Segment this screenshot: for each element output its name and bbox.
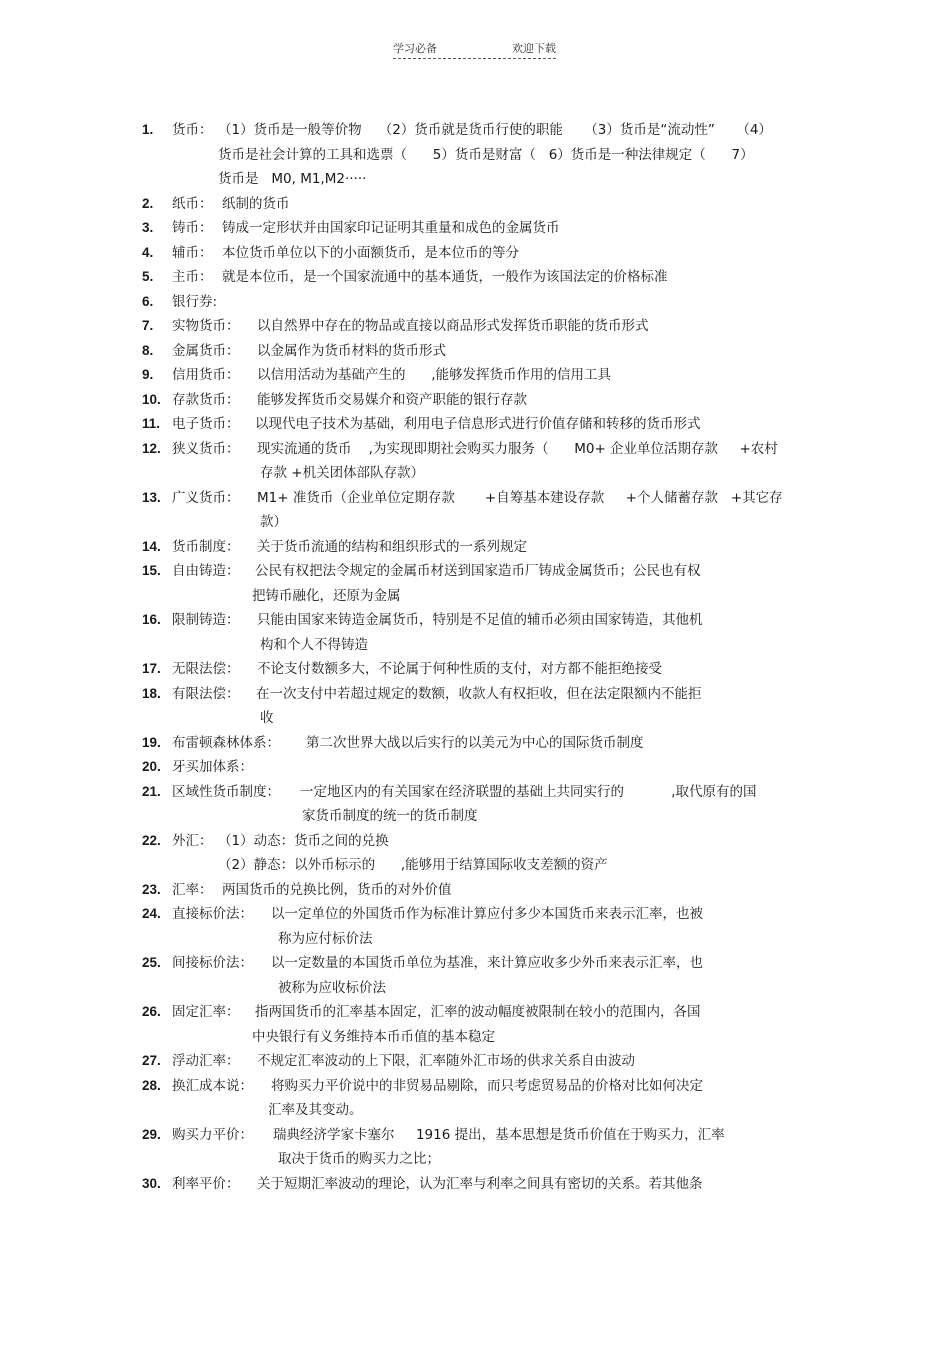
item-number: 6. [142,293,154,309]
definition-line: 纸制的货币 [222,195,290,212]
item-term: 货币： [172,122,213,138]
item-term: 辅币： [172,244,213,261]
item-term: 纸币： [172,195,213,212]
item-term: 铸币： [172,220,213,236]
item-number: 1. [142,122,154,137]
glossary-item [0,902,950,951]
item-number: 29. [142,1126,161,1142]
definition-line: 存款 +机关团体部队存款） [260,465,425,481]
definition-line: 本位货币单位以下的小面额货币，是本位币的等分 [222,244,519,261]
definition-line: 不规定汇率波动的上下限，汇率随外汇市场的供求关系自由波动 [257,1053,635,1069]
definition-line: 只能由国家来铸造金属货币，特别是不足值的辅币必须由国家铸造，其他机 [257,612,703,628]
header-right-text: 欢迎下载 [512,42,556,55]
definition-line: 将购买力平价说中的非贸易品剔除，而只考虑贸易品的价格对比如何决定 [271,1077,703,1094]
item-term: 汇率： [172,881,213,898]
glossary-item [0,559,950,608]
item-number: 5. [142,269,154,284]
glossary-item [0,755,950,780]
definition-line: （1）货币是一般等价物 （2）货币就是货币行使的职能 （3）货币是“流动性” （4） [218,122,772,138]
item-term: 牙买加体系： [172,759,253,775]
glossary-item [0,731,950,756]
glossary-item [0,657,950,682]
glossary-item [0,535,950,560]
page-header [393,40,556,59]
glossary-item [0,388,950,413]
glossary-item [0,118,950,192]
glossary-item [0,608,950,657]
item-number: 24. [142,906,161,921]
item-number: 10. [142,391,161,407]
item-term: 信用货币： [172,367,240,383]
item-term: 狭义货币： [172,440,240,457]
item-term: 直接标价法： [172,906,253,922]
item-term: 固定汇率： [172,1004,240,1020]
item-number: 25. [142,955,161,970]
item-number: 7. [142,318,154,333]
header-left-text: 学习必备 [393,42,437,55]
glossary-item [0,241,950,266]
definition-line: 关于货币流通的结构和组织形式的一系列规定 [257,538,527,555]
definition-line: 中央银行有义务维持本币币值的基本稳定 [252,1028,495,1045]
item-number: 26. [142,1004,161,1019]
item-term: 布雷顿森林体系： [172,734,280,751]
item-number: 3. [142,220,154,235]
definition-line: 一定地区内的有关国家在经济联盟的基础上共同实行的 ,取代原有的国 [300,783,757,800]
item-number: 27. [142,1053,161,1068]
glossary-item [0,437,950,486]
item-term: 自由铸造： [172,563,240,579]
item-number: 4. [142,244,154,260]
definition-line: M1+ 准货币（企业单位定期存款 +自筹基本建设存款 +个人储蓄存款 +其它存 [257,489,783,506]
definition-line: 瑞典经济学家卡塞尔 1916 提出，基本思想是货币价值在于购买力，汇率 [273,1126,725,1143]
glossary-item [0,339,950,364]
item-number: 12. [142,440,161,456]
item-number: 15. [142,563,161,578]
glossary-item [0,829,950,878]
definition-line: 就是本位币，是一个国家流通中的基本通货，一般作为该国法定的价格标准 [222,269,668,285]
item-term: 金属货币： [172,342,240,359]
item-number: 22. [142,832,161,848]
item-number: 8. [142,342,154,358]
item-number: 18. [142,685,161,701]
item-term: 外汇： [172,832,213,849]
definition-line: 取决于货币的购买力之比； [278,1151,440,1167]
glossary-item [0,314,950,339]
item-number: 16. [142,612,161,627]
definition-line: 以现代电子技术为基础，利用电子信息形式进行价值存储和转移的货币形式 [255,416,701,432]
item-number: 19. [142,734,161,750]
glossary-item [0,1074,950,1123]
item-number: 11. [142,416,161,431]
item-term: 存款货币： [172,391,240,408]
item-number: 23. [142,881,161,897]
glossary-item [0,486,950,535]
definition-line: 把铸币融化，还原为金属 [252,587,401,604]
glossary-list [0,118,950,1196]
item-term: 浮动汇率： [172,1053,240,1069]
definition-line: 被称为应收标价法 [278,979,386,996]
item-term: 广义货币： [172,489,240,506]
definition-line: 指两国货币的汇率基本固定，汇率的波动幅度被限制在较小的范围内，各国 [255,1004,701,1020]
item-number: 30. [142,1175,161,1191]
definition-line: （2）静态：以外币标示的 ,能够用于结算国际收支差额的资产 [218,857,608,873]
item-term: 区域性货币制度： [172,783,280,800]
definition-line: 收 [260,710,274,726]
definition-line: 关于短期汇率波动的理论，认为汇率与利率之间具有密切的关系。若其他条 [257,1175,703,1192]
glossary-item [0,682,950,731]
glossary-item [0,1000,950,1049]
glossary-item [0,290,950,315]
item-term: 有限法偿： [172,685,240,702]
item-term: 购买力平价： [172,1126,253,1143]
item-term: 电子货币： [172,416,240,432]
glossary-item [0,192,950,217]
glossary-item [0,1172,950,1197]
definition-line: 公民有权把法令规定的金属币材送到国家造币厂铸成金属货币；公民也有权 [255,563,701,579]
definition-line: 不论支付数额多大，不论属于何种性质的支付，对方都不能拒绝接受 [257,661,662,677]
definition-line: 以信用活动为基础产生的 ,能够发挥货币作用的信用工具 [257,367,612,383]
definition-line: 以一定单位的外国货币作为标准计算应付多少本国货币来表示汇率，也被 [271,906,703,922]
glossary-item [0,1123,950,1172]
item-number: 17. [142,661,161,676]
definition-line: 铸成一定形状并由国家印记证明其重量和成色的金属货币 [222,220,560,236]
definition-line: 货币是社会计算的工具和选票（ 5）货币是财富（ 6）货币是一种法律规定（ 7） [218,146,754,163]
definition-line: 构和个人不得铸造 [260,636,368,653]
glossary-item [0,1049,950,1074]
glossary-item [0,412,950,437]
glossary-item [0,363,950,388]
item-term: 换汇成本说： [172,1077,253,1094]
definition-line: 货币是 M0, M1,M2····· [218,171,367,187]
item-term: 银行券: [172,293,218,310]
item-term: 利率平价： [172,1175,240,1192]
item-term: 实物货币： [172,318,240,334]
glossary-item [0,878,950,903]
item-term: 间接标价法： [172,955,253,971]
item-term: 无限法偿： [172,661,240,677]
definition-line: （1）动态：货币之间的兑换 [218,832,389,849]
definition-line: 现实流通的货币 ,为实现即期社会购买力服务（ M0+ 企业单位活期存款 +农村 [257,440,778,457]
definition-line: 能够发挥货币交易媒介和资产职能的银行存款 [257,391,527,408]
definition-line: 第二次世界大战以后实行的以美元为中心的国际货币制度 [306,734,644,751]
item-number: 9. [142,367,154,382]
glossary-item [0,951,950,1000]
definition-line: 以一定数量的本国货币单位为基准，来计算应收多少外币来表示汇率，也 [271,955,703,971]
item-number: 2. [142,195,154,211]
item-number: 14. [142,538,161,554]
definition-line: 在一次支付中若超过规定的数额，收款人有权拒收，但在法定限额内不能拒 [256,685,702,702]
definition-line: 以金属作为货币材料的货币形式 [257,342,446,359]
item-number: 21. [142,783,161,799]
definition-line: 款） [260,514,287,530]
item-term: 限制铸造： [172,612,240,628]
glossary-item [0,780,950,829]
definition-line: 两国货币的兑换比例，货币的对外价值 [222,881,452,898]
item-number: 20. [142,759,161,774]
definition-line: 称为应付标价法 [278,930,373,947]
definition-line: 汇率及其变动。 [268,1102,363,1118]
glossary-item [0,216,950,241]
glossary-item [0,265,950,290]
item-number: 28. [142,1077,161,1093]
definition-line: 家货币制度的统一的货币制度 [302,808,478,824]
item-term: 货币制度： [172,538,240,555]
item-term: 主币： [172,269,213,285]
definition-line: 以自然界中存在的物品或直接以商品形式发挥货币职能的货币形式 [257,318,649,334]
item-number: 13. [142,489,161,505]
